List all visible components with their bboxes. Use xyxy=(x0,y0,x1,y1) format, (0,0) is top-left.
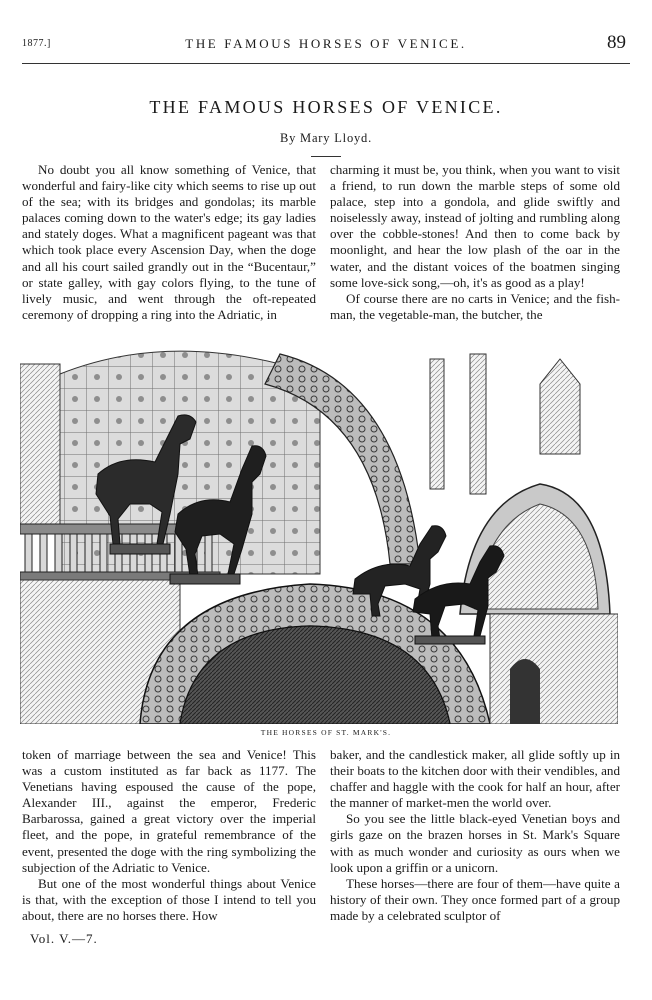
text-column-bottom-right xyxy=(330,747,620,937)
page-header xyxy=(22,34,630,56)
signature-mark: Vol. V.—7. xyxy=(30,931,98,946)
paragraph: These horses—there are four of them—have quite a history of their own. They once formed part of a group made by a celebrated sculptor of xyxy=(330,875,620,923)
paragraph: No doubt you all know something of Venice, that wonderful and fairy-like city which seems to rise up out of the sea; with its bridges and gondolas; its marble palaces coming down to the water's edge; its gay ladies and stately doges. What a magnificent pageant was that which took place every Ascension Day, when the doge and all his court sailed grandly out in the “Bucentaur,” or state galley, with gay colors flying, to the tune of lively music, and went through the oft-repeated ceremony of dropping a ring into the Adriatic, in xyxy=(22,162,316,322)
paragraph: Of course there are no carts in Venice; and the fish-man, the vegetable-man, the butcher, the xyxy=(330,290,620,322)
paragraph: baker, and the candlestick maker, all glide softly up in their boats to the kitchen door with their vendibles, and chaffer and haggle with the cook for half an hour, after the manner of market-men the world over. xyxy=(330,747,620,811)
text-column-top-left xyxy=(22,162,316,342)
article-title: THE FAMOUS HORSES OF VENICE. xyxy=(149,97,503,117)
text-column-top-right xyxy=(330,162,620,342)
article-byline: By Mary Lloyd. xyxy=(279,131,373,145)
text-column-bottom-left xyxy=(22,747,316,925)
title-divider xyxy=(311,156,341,157)
header-year: 1877.] xyxy=(22,38,51,49)
page-number: 89 xyxy=(607,32,626,53)
paragraph: So you see the little black-eyed Venetian boys and girls gaze on the brazen horses in St. Mark's Square with as much wonder and curiosity as ours when we look upon a griffin or a unicorn. xyxy=(330,811,620,875)
running-title: THE FAMOUS HORSES OF VENICE. xyxy=(185,36,467,51)
horses-of-st-marks-engraving xyxy=(20,344,618,724)
paragraph: charming it must be, you think, when you want to visit a friend, to run down the marble steps of some old palace, step into a gondola, and glide swiftly and noiselessly away, instead of jolting and rumbling along over the cobble-stones! And then to come back by moonlight, and hear the low plash of the oar in the water, and the distant voices of the boatmen singing some love-sick song,—oh, it's as good as a play! xyxy=(330,162,620,290)
header-rule xyxy=(22,63,630,64)
illustration-caption: THE HORSES OF ST. MARK'S. xyxy=(260,728,392,737)
paragraph: But one of the most wonderful things about Venice is that, with the exception of those I intend to tell you about, there are no horses there. How xyxy=(22,875,316,923)
paragraph: token of marriage between the sea and Venice! This was a custom instituted as far back as 1177. The Venetians having espoused the cause of the pope, Alexander III., against the emperor, Frederic Barbarossa, gained a great victory over the imperial fleet, and the pope, in grateful remembrance of the event, presented the doge with the ring symbolizing the subjection of the Adriatic to Venice. xyxy=(22,747,316,875)
